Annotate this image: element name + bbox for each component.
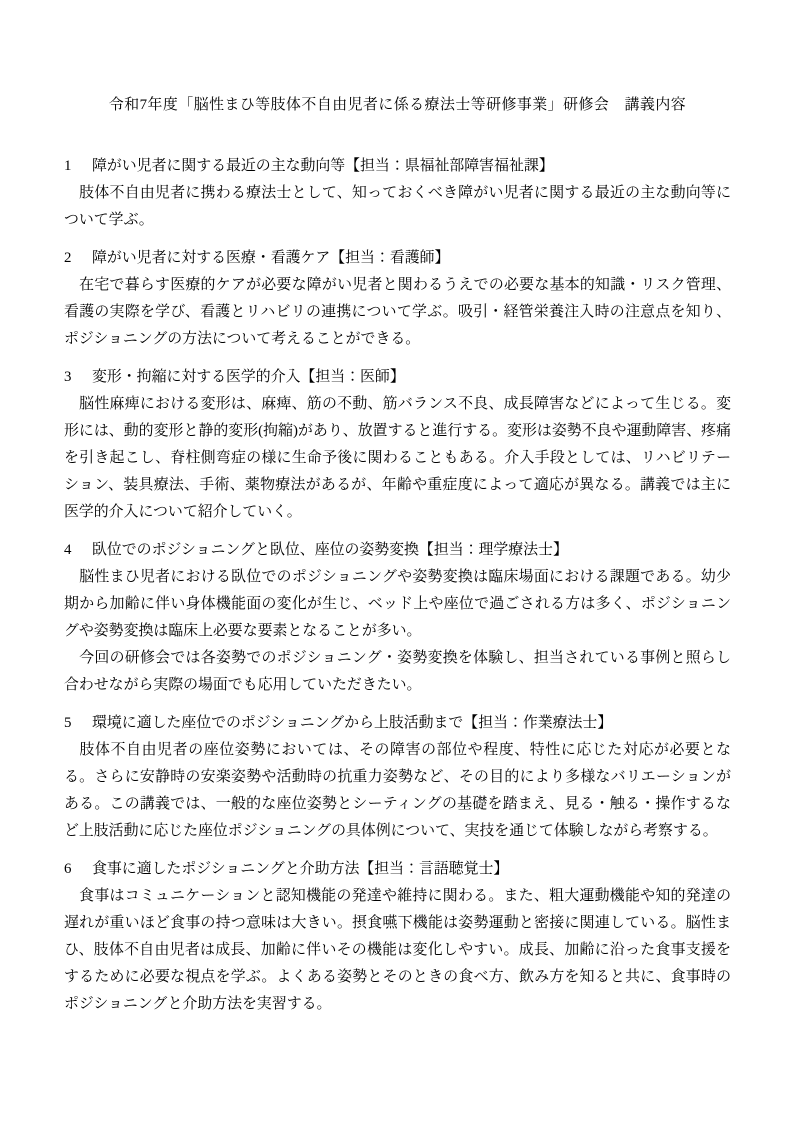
section-3 xyxy=(64,364,731,526)
section-5 xyxy=(64,710,731,845)
section-title: 環境に適した座位でのポジショニングから上肢活動まで【担当：作業療法士】 xyxy=(92,715,613,731)
section-4 xyxy=(64,537,731,699)
section-number: 2 xyxy=(64,250,72,266)
section-paragraph: 在宅で暮らす医療的ケアが必要な障がい児者と関わるうえでの必要な基本的知識・リスク管理、看護の実際を学び、看護とリハビリの連携について学ぶ。吸引・経管栄養注入時の注意点を知り、ポジショニングの方法について考えることができる。 xyxy=(64,277,731,347)
section-heading xyxy=(64,245,731,272)
section-title: 障がい児者に関する最近の主な動向等【担当：県福祉部障害福祉課】 xyxy=(92,158,554,174)
section-title: 臥位でのポジショニングと臥位、座位の姿勢変換【担当：理学療法士】 xyxy=(92,542,568,558)
section-title: 変形・拘縮に対する医学的介入【担当：医師】 xyxy=(92,369,405,385)
section-number: 6 xyxy=(64,861,72,877)
section-number: 3 xyxy=(64,369,72,385)
section-title: 食事に適したポジショニングと介助方法【担当：言語聴覚士】 xyxy=(92,861,509,877)
document-title: 令和7年度「脳性まひ等肢体不自由児者に係る療法士等研修事業」研修会 講義内容 xyxy=(108,97,687,113)
section-heading xyxy=(64,153,731,180)
section-1 xyxy=(64,153,731,234)
section-2 xyxy=(64,245,731,353)
section-paragraph: 肢体不自由児者に携わる療法士として、知っておくべき障がい児者に関する最近の主な動向等について学ぶ。 xyxy=(64,185,731,228)
section-6 xyxy=(64,856,731,1018)
section-heading xyxy=(64,710,731,737)
section-paragraph: 肢体不自由児者の座位姿勢においては、その障害の部位や程度、特性に応じた対応が必要となる。さらに安静時の安楽姿勢や活動時の抗重力姿勢など、その目的により多様なバリエーションがある。この講義では、一般的な座位姿勢とシーティングの基礎を踏まえ、見る・触る・操作するなど上肢活動に応じた座位ポジショニングの具体例について、実技を通じて体験しながら考察する。 xyxy=(64,742,731,839)
section-heading xyxy=(64,537,731,564)
section-paragraph: 脳性麻痺における変形は、麻痺、筋の不動、筋バランス不良、成長障害などによって生じる。変形には、動的変形と静的変形(拘縮)があり、放置すると進行する。変形は姿勢不良や運動障害、疼痛を引き起こし、脊柱側弯症の様に生命予後に関わることもある。介入手段としては、リハビリテーション、装具療法、手術、薬物療法があるが、年齢や重症度によって適応が異なる。講義では主に医学的介入について紹介していく。 xyxy=(64,396,731,520)
section-paragraph: 食事はコミュニケーションと認知機能の発達や維持に関わる。また、粗大運動機能や知的発達の遅れが重いほど食事の持つ意味は大きい。摂食嚥下機能は姿勢運動と密接に関連している。脳性まひ、肢体不自由児者は成長、加齢に伴いその機能は変化しやすい。成長、加齢に沿った食事支援をするために必要な視点を学ぶ。よくある姿勢とそのときの食べ方、飲み方を知ると共に、食事時のポジショニングと介助方法を実習する。 xyxy=(64,888,731,1012)
section-heading xyxy=(64,856,731,883)
section-heading xyxy=(64,364,731,391)
section-title: 障がい児者に対する医療・看護ケア【担当：看護師】 xyxy=(92,250,450,266)
section-paragraph: 脳性まひ児者における臥位でのポジショニングや姿勢変換は臨床場面における課題である。幼少期から加齢に伴い身体機能面の変化が生じ、ベッド上や座位で過ごされる方は多く、ポジショニングや姿勢変換は臨床上必要な要素となることが多い。 xyxy=(64,569,731,639)
section-number: 5 xyxy=(64,715,72,731)
section-number: 1 xyxy=(64,158,72,174)
section-number: 4 xyxy=(64,542,72,558)
section-paragraph: 今回の研修会では各姿勢でのポジショニング・姿勢変換を体験し、担当されている事例と照らし合わせながら実際の場面でも応用していただきたい。 xyxy=(64,650,731,693)
